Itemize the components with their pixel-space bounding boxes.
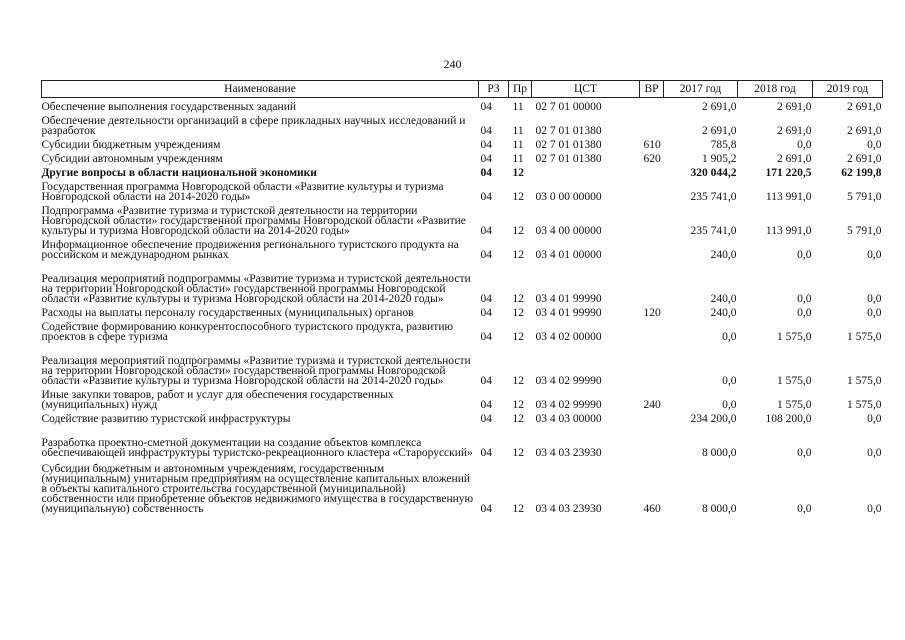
row-cst: 03 4 01 99990 bbox=[535, 307, 602, 319]
table-row bbox=[42, 136, 883, 150]
row-name: Субсидии бюджетным и автономным учреждениям, государственным (муниципальным) унитарным предприятиям на осуществление капитальных вложений в объекты капитального строительства государственной (муниципальной) собственности или приобретение объектов недвижимого имущества в государственную (муниципальную) собственность bbox=[41, 463, 474, 515]
row-cst: 02 7 01 01380 bbox=[535, 139, 602, 151]
row-rz: 04 bbox=[480, 153, 492, 165]
row-name: Разработка проектно-сметной документации на создание объектов комплекса обеспечивающей инфраструктуры туристско-рекреационного кластера «Старорусский» bbox=[41, 437, 473, 459]
row-rz: 04 bbox=[480, 293, 492, 305]
row-name: Обеспечение деятельности организаций в сфере прикладных научных исследований и разработок bbox=[41, 115, 466, 137]
table-row bbox=[42, 318, 883, 342]
row-rz: 04 bbox=[480, 167, 492, 179]
table-row bbox=[42, 342, 883, 386]
table-row bbox=[42, 260, 883, 304]
row-2017: 785,8 bbox=[710, 139, 737, 151]
table-row bbox=[42, 150, 883, 164]
row-2018: 0,0 bbox=[797, 139, 812, 151]
row-2017: 320 044,2 bbox=[690, 167, 737, 179]
row-pr: 11 bbox=[512, 153, 524, 165]
row-vr: 610 bbox=[643, 139, 661, 151]
row-2018: 2 691,0 bbox=[777, 153, 812, 165]
row-2019: 62 199,8 bbox=[841, 167, 882, 179]
row-pr: 12 bbox=[512, 191, 524, 203]
table-row bbox=[42, 202, 883, 236]
row-2017: 0,0 bbox=[722, 331, 737, 343]
row-rz: 04 bbox=[480, 101, 492, 113]
row-vr bbox=[640, 424, 664, 458]
row-2019: 0,0 bbox=[867, 249, 882, 261]
row-2018: 0,0 bbox=[797, 249, 812, 261]
row-2017: 2 691,0 bbox=[702, 101, 737, 113]
row-vr: 460 bbox=[643, 503, 661, 515]
row-2018: 113 991,0 bbox=[765, 191, 812, 203]
row-rz: 04 bbox=[480, 399, 492, 411]
row-cst: 02 7 01 00000 bbox=[535, 101, 602, 113]
header-2017: 2017 год bbox=[664, 81, 738, 98]
row-cst: 03 4 02 00000 bbox=[535, 331, 602, 343]
row-rz: 04 bbox=[480, 125, 492, 137]
row-vr bbox=[640, 202, 664, 236]
row-pr: 12 bbox=[512, 413, 524, 425]
budget-table bbox=[41, 80, 883, 514]
row-pr: 11 bbox=[512, 101, 524, 113]
row-vr bbox=[640, 112, 664, 136]
row-cst: 02 7 01 01380 bbox=[535, 125, 602, 137]
table-header-row bbox=[42, 81, 883, 98]
row-2017: 240,0 bbox=[710, 249, 737, 261]
row-rz: 04 bbox=[480, 331, 492, 343]
row-name: Другие вопросы в области национальной экономики bbox=[41, 167, 317, 179]
table-row bbox=[42, 304, 883, 318]
row-rz: 04 bbox=[480, 413, 492, 425]
row-2017: 240,0 bbox=[710, 293, 737, 305]
row-2018: 0,0 bbox=[797, 293, 812, 305]
header-cst: ЦСТ bbox=[532, 81, 640, 98]
row-pr: 11 bbox=[512, 139, 524, 151]
table-row bbox=[42, 458, 883, 514]
row-vr: 120 bbox=[643, 307, 661, 319]
row-2017: 8 000,0 bbox=[702, 503, 737, 515]
row-2019: 1 575,0 bbox=[847, 375, 882, 387]
row-cst: 03 4 03 00000 bbox=[535, 413, 602, 425]
row-pr: 12 bbox=[512, 331, 524, 343]
row-vr: 240 bbox=[643, 399, 661, 411]
row-2018: 1 575,0 bbox=[777, 331, 812, 343]
page-number: 240 bbox=[443, 57, 462, 71]
row-2018: 2 691,0 bbox=[777, 125, 812, 137]
row-name: Иные закупки товаров, работ и услуг для обеспечения государственных (муниципальных) нужд bbox=[41, 389, 394, 411]
row-vr bbox=[640, 98, 664, 113]
row-cst: 02 7 01 01380 bbox=[535, 153, 602, 165]
row-2017: 0,0 bbox=[722, 375, 737, 387]
row-2017: 235 741,0 bbox=[690, 225, 737, 237]
row-vr bbox=[640, 410, 664, 424]
row-2019: 5 791,0 bbox=[847, 191, 882, 203]
row-cst bbox=[532, 164, 640, 178]
row-vr: 620 bbox=[643, 153, 661, 165]
row-2019: 0,0 bbox=[867, 293, 882, 305]
table-row bbox=[42, 178, 883, 202]
row-pr: 12 bbox=[512, 249, 524, 261]
row-cst: 03 4 02 99990 bbox=[535, 375, 602, 387]
row-name: Реализация мероприятий подпрограммы «Развитие туризма и туристской деятельности на территории Новгородской области» государственной программы Новгородской области «Развитие культуры и туризма Новгородской области на 2014-2020 годы» bbox=[41, 355, 471, 387]
row-vr bbox=[640, 318, 664, 342]
row-vr bbox=[640, 260, 664, 304]
header-2019: 2019 год bbox=[813, 81, 883, 98]
row-rz: 04 bbox=[480, 447, 492, 459]
row-name: Расходы на выплаты персоналу государственных (муниципальных) органов bbox=[41, 307, 414, 319]
row-name: Субсидии бюджетным учреждениям bbox=[41, 139, 221, 151]
row-pr: 12 bbox=[512, 375, 524, 387]
row-2017: 240,0 bbox=[710, 307, 737, 319]
row-2018: 0,0 bbox=[797, 447, 812, 459]
header-2018: 2018 год bbox=[738, 81, 813, 98]
row-2017: 1 905,2 bbox=[702, 153, 737, 165]
row-cst: 03 0 00 00000 bbox=[535, 191, 602, 203]
row-2019: 2 691,0 bbox=[847, 125, 882, 137]
row-name: Обеспечение выполнения государственных заданий bbox=[41, 101, 296, 113]
row-name: Информационное обеспечение продвижения регионального туристского продукта на российском и международном рынках bbox=[41, 239, 459, 261]
row-2017: 0,0 bbox=[722, 399, 737, 411]
row-pr: 12 bbox=[512, 503, 524, 515]
row-rz: 04 bbox=[480, 249, 492, 261]
row-vr bbox=[640, 178, 664, 202]
header-vr: ВР bbox=[640, 81, 664, 98]
row-pr: 12 bbox=[512, 167, 524, 179]
row-cst: 03 4 03 23930 bbox=[535, 503, 602, 515]
header-pr: Пр bbox=[509, 81, 532, 98]
row-2019: 2 691,0 bbox=[847, 153, 882, 165]
table-row bbox=[42, 236, 883, 260]
table-row bbox=[42, 424, 883, 458]
row-rz: 04 bbox=[480, 225, 492, 237]
header-name: Наименование bbox=[42, 81, 479, 98]
row-pr: 12 bbox=[512, 399, 524, 411]
row-2019: 1 575,0 bbox=[847, 399, 882, 411]
row-pr: 12 bbox=[512, 307, 524, 319]
row-2017: 8 000,0 bbox=[702, 447, 737, 459]
row-2019: 0,0 bbox=[867, 139, 882, 151]
row-name: Субсидии автономным учреждениям bbox=[41, 153, 223, 165]
row-2019: 0,0 bbox=[867, 307, 882, 319]
row-name: Реализация мероприятий подпрограммы «Развитие туризма и туристской деятельности на территории Новгородской области» государственной программы Новгородской области «Развитие культуры и туризма Новгородской области на 2014-2020 годы» bbox=[41, 273, 471, 305]
table-row bbox=[42, 98, 883, 113]
row-name: Государственная программа Новгородской области «Развитие культуры и туризма Новгородской области на 2014-2020 годы» bbox=[41, 181, 444, 203]
row-2018: 171 220,5 bbox=[765, 167, 812, 179]
row-vr bbox=[640, 342, 664, 386]
table-row bbox=[42, 112, 883, 136]
row-pr: 11 bbox=[512, 125, 524, 137]
row-cst: 03 4 03 23930 bbox=[535, 447, 602, 459]
row-vr bbox=[640, 164, 664, 178]
row-2018: 0,0 bbox=[797, 307, 812, 319]
row-2019: 0,0 bbox=[867, 413, 882, 425]
row-rz: 04 bbox=[480, 139, 492, 151]
row-2017: 2 691,0 bbox=[702, 125, 737, 137]
row-2019: 0,0 bbox=[867, 503, 882, 515]
row-rz: 04 bbox=[480, 191, 492, 203]
row-rz: 04 bbox=[480, 375, 492, 387]
row-name: Подпрограмма «Развитие туризма и туристской деятельности на территории Новгородской области» государственной программы Новгородской области «Развитие культуры и туризма Новгородской области на 2014-2020 годы» bbox=[41, 205, 466, 237]
row-2018: 108 200,0 bbox=[765, 413, 812, 425]
row-cst: 03 4 01 99990 bbox=[535, 293, 602, 305]
row-cst: 03 4 01 00000 bbox=[535, 249, 602, 261]
row-2018: 113 991,0 bbox=[765, 225, 812, 237]
row-vr bbox=[640, 236, 664, 260]
row-cst: 03 4 00 00000 bbox=[535, 225, 602, 237]
row-2019: 0,0 bbox=[867, 447, 882, 459]
row-2018: 1 575,0 bbox=[777, 375, 812, 387]
header-rz: РЗ bbox=[479, 81, 509, 98]
row-pr: 12 bbox=[512, 447, 524, 459]
table-row bbox=[42, 164, 883, 178]
row-2017: 235 741,0 bbox=[690, 191, 737, 203]
row-2018: 1 575,0 bbox=[777, 399, 812, 411]
row-pr: 12 bbox=[512, 293, 524, 305]
row-pr: 12 bbox=[512, 225, 524, 237]
row-name: Содействие развитию туристской инфраструктуры bbox=[41, 413, 291, 425]
row-rz: 04 bbox=[480, 503, 492, 515]
row-2018: 0,0 bbox=[797, 503, 812, 515]
table-row bbox=[42, 386, 883, 410]
row-cst: 03 4 02 99990 bbox=[535, 399, 602, 411]
row-2019: 1 575,0 bbox=[847, 331, 882, 343]
row-rz: 04 bbox=[480, 307, 492, 319]
row-2017: 234 200,0 bbox=[690, 413, 737, 425]
row-2019: 2 691,0 bbox=[847, 101, 882, 113]
table-row bbox=[42, 410, 883, 424]
row-2019: 5 791,0 bbox=[847, 225, 882, 237]
row-name: Содействие формированию конкурентоспособного туристского продукта, развитию проектов в сфере туризма bbox=[41, 321, 454, 343]
row-2018: 2 691,0 bbox=[777, 101, 812, 113]
